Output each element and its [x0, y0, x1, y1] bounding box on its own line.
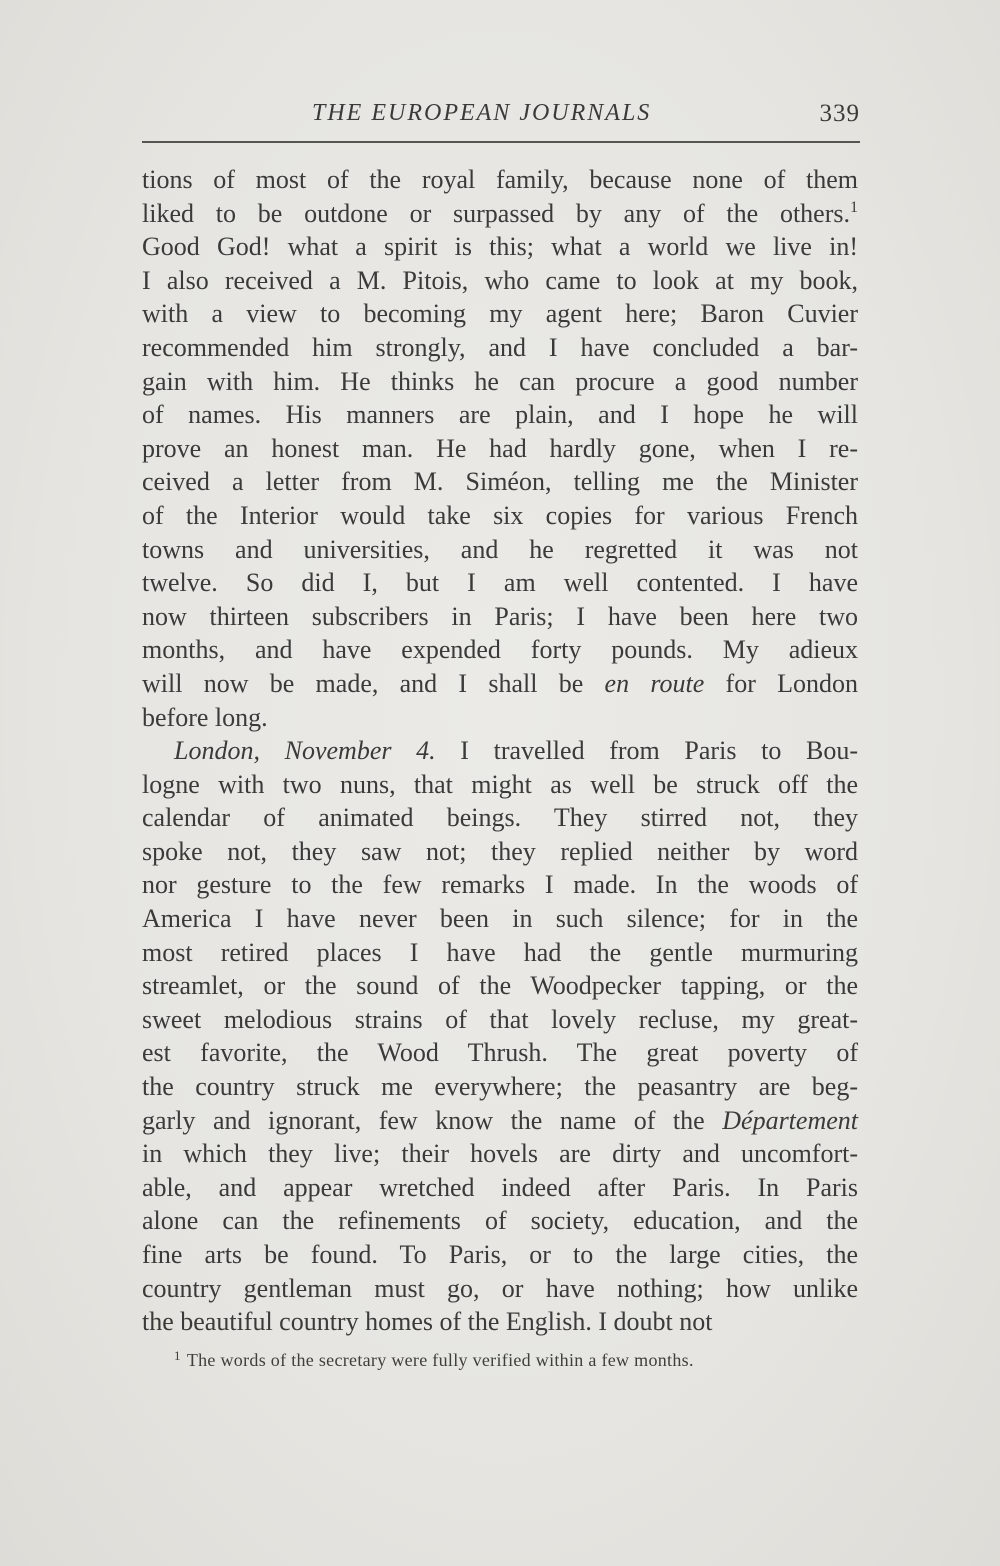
line-text: country gentleman must go, or have nothing; how unlike: [142, 1273, 858, 1303]
text-line: [142, 465, 858, 499]
line-text: in which they live; their hovels are dirty and uncomfort-: [142, 1139, 858, 1169]
text-line: [142, 667, 858, 701]
running-head: [142, 96, 860, 136]
line-text: liked to be outdone or surpassed by any of the others.: [142, 198, 850, 228]
line-text: I also received a M. Pitois, who came to look at my book,: [142, 265, 858, 295]
line-text: alone can the refinements of society, education, and the: [142, 1206, 858, 1236]
text-line: [142, 801, 858, 835]
header-rule: [142, 141, 860, 143]
text-line: [142, 701, 858, 735]
text-line: [142, 398, 858, 432]
line-text: logne with two nuns, that might as well be struck off the: [142, 769, 858, 799]
text-line: [142, 566, 858, 600]
line-text: ceived a letter from M. Siméon, telling me the Minister: [142, 467, 858, 497]
footnote-reference: 1: [850, 198, 858, 216]
line-text: America I have never been in such silence; for in the: [142, 904, 858, 934]
text-line: [142, 432, 858, 466]
line-text: I travelled from Paris to Bou-: [435, 736, 858, 766]
line-text: twelve. So did I, but I am well contented. I have: [142, 568, 858, 598]
text-line: [142, 936, 858, 970]
text-line: [142, 1238, 858, 1272]
line-text: recommended him strongly, and I have concluded a bar-: [142, 332, 858, 362]
footnote: [174, 1348, 694, 1371]
text-line: [142, 1003, 858, 1037]
text-line: [142, 297, 858, 331]
line-text: calendar of animated beings. They stirred not, they: [142, 803, 858, 833]
line-text: spoke not, they saw not; they replied neither by word: [142, 836, 858, 866]
text-line: [142, 1171, 858, 1205]
line-text: of the Interior would take six copies for various French: [142, 500, 858, 530]
text-line: [142, 1305, 858, 1339]
line-text: most retired places I have had the gentle murmuring: [142, 937, 858, 967]
text-line: [142, 1137, 858, 1171]
footnote-text: The words of the secretary were fully verified within a few months.: [186, 1350, 694, 1370]
line-text: prove an honest man. He had hardly gone, when I re-: [142, 433, 858, 463]
text-line: [142, 835, 858, 869]
text-line: [142, 902, 858, 936]
text-line: [142, 969, 858, 1003]
text-line: [142, 600, 858, 634]
text-line: [142, 1036, 858, 1070]
italic-text: Département: [722, 1105, 858, 1135]
text-line: [142, 1070, 858, 1104]
line-text: garly and ignorant, few know the name of the: [142, 1105, 723, 1135]
text-line: [142, 499, 858, 533]
line-text: streamlet, or the sound of the Woodpecker tapping, or the: [142, 971, 858, 1001]
text-line: [142, 197, 858, 231]
line-text: the beautiful country homes of the English. I doubt not: [142, 1307, 713, 1337]
text-line: [142, 768, 858, 802]
line-text: for London: [704, 668, 858, 698]
text-line: [142, 163, 858, 197]
line-text: able, and appear wretched indeed after Paris. In Paris: [142, 1172, 858, 1202]
text-line: [142, 1104, 858, 1138]
line-text: with a view to becoming my agent here; Baron Cuvier: [142, 299, 858, 329]
line-text: Good God! what a spirit is this; what a world we live in!: [142, 232, 858, 262]
text-line: [142, 1204, 858, 1238]
body-text: [142, 163, 858, 1339]
text-line: [142, 633, 858, 667]
line-text: now thirteen subscribers in Paris; I have been here two: [142, 601, 858, 631]
line-text: nor gesture to the few remarks I made. In the woods of: [142, 870, 858, 900]
line-text: the country struck me everywhere; the peasantry are beg-: [142, 1072, 858, 1102]
text-line: [142, 734, 858, 768]
line-text: sweet melodious strains of that lovely recluse, my great-: [142, 1004, 858, 1034]
line-text: tions of most of the royal family, because none of them: [142, 165, 858, 194]
text-line: [142, 365, 858, 399]
line-text: before long.: [142, 702, 268, 732]
text-line: [142, 533, 858, 567]
line-text: months, and have expended forty pounds. My adieux: [142, 635, 858, 665]
line-text: will now be made, and I shall be: [142, 668, 605, 698]
italic-text: London, November 4.: [174, 736, 436, 766]
text-line: [142, 331, 858, 365]
line-text: gain with him. He thinks he can procure a good number: [142, 366, 858, 396]
line-text: est favorite, the Wood Thrush. The great poverty of: [142, 1038, 858, 1068]
footnote-mark: 1: [174, 1348, 181, 1363]
page-number: 339: [819, 100, 860, 127]
text-line: [142, 264, 858, 298]
line-text: fine arts be found. To Paris, or to the large cities, the: [142, 1240, 858, 1269]
text-line: [142, 868, 858, 902]
text-line: [142, 230, 858, 264]
line-text: towns and universities, and he regretted it was not: [142, 534, 858, 564]
italic-text: en route: [604, 668, 705, 698]
running-title: THE EUROPEAN JOURNALS: [312, 100, 652, 126]
line-text: of names. His manners are plain, and I hope he will: [142, 400, 858, 430]
text-line: [142, 1272, 858, 1306]
